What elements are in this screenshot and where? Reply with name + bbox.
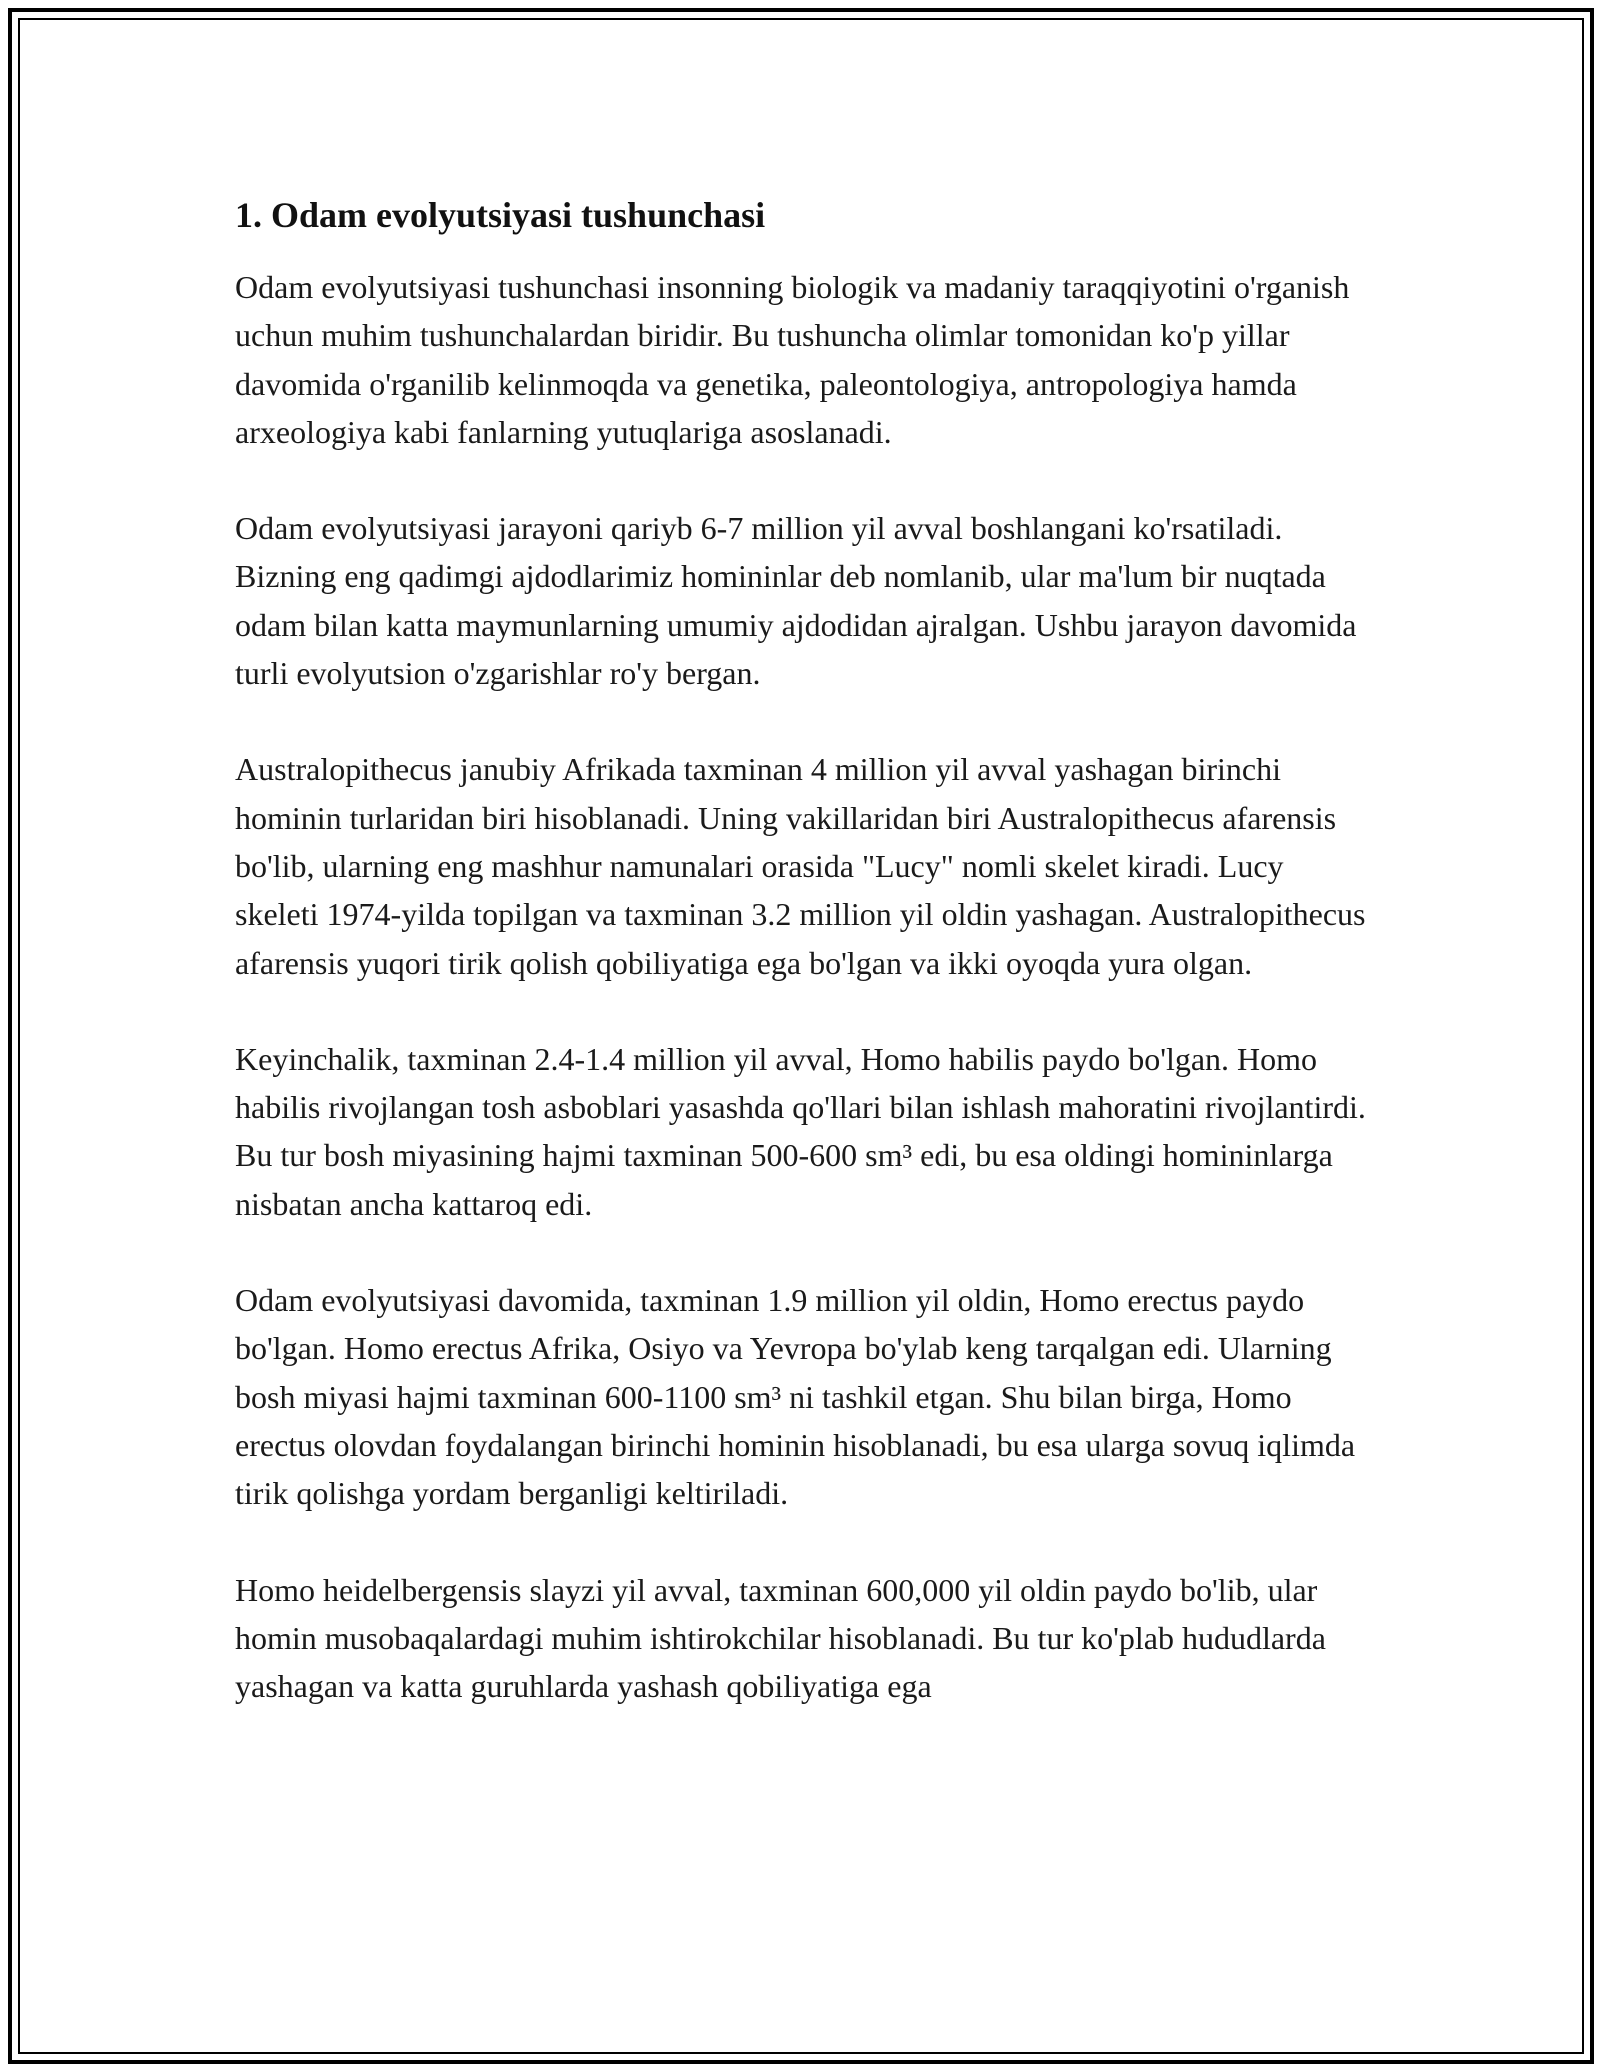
paragraph-australopithecus: Australopithecus janubiy Afrikada taxminan 4 million yil avval yashagan birinchi hominin turlaridan biri hisoblanadi. Uning vakillaridan biri Australopithecus afarensis bo'lib, ularning eng mashhur namunalari orasida "Lucy" nomli skelet kiradi. Lucy skeleti 1974-yilda topilgan va taxminan 3.2 million yil oldin yashagan. Australopithecus afarensis yuqori tirik qolish qobiliyatiga ega bo'lgan va ikki oyoqda yura olgan.	[235, 751, 1366, 981]
document-body	[235, 187, 1370, 1758]
paragraph-homo-heidelbergensis: Homo heidelbergensis slayzi yil avval, taxminan 600,000 yil oldin paydo bo'lib, ular homin musobaqalardagi muhim ishtirokchilar hisoblanadi. Bu tur ko'plab hududlarda yashagan va katta guruhlarda yashash qobiliyatiga ega	[235, 1571, 1326, 1705]
paragraph-homo-habilis: Keyinchalik, taxminan 2.4-1.4 million yil avval, Homo habilis paydo bo'lgan. Homo habilis rivojlangan tosh asboblari yasashda qo'llari bilan ishlash mahoratini rivojlantirdi. Bu tur bosh miyasining hajmi taxminan 500-600 sm³ edi, bu esa oldingi homininlarga nisbatan ancha kattaroq edi.	[235, 1040, 1366, 1222]
paragraph-intro: Odam evolyutsiyasi tushunchasi insonning biologik va madaniy taraqqiyotini o'rganish uchun muhim tushunchalardan biridir. Bu tushuncha olimlar tomonidan ko'p yillar davomida o'rganilib kelinmoqda va genetika, paleontologiya, antropologiya hamda arxeologiya kabi fanlarning yutuqlariga asoslanadi.	[235, 269, 1350, 450]
paragraph-homo-erectus: Odam evolyutsiyasi davomida, taxminan 1.9 million yil oldin, Homo erectus paydo bo'lgan. Homo erectus Afrika, Osiyo va Yevropa bo'ylab keng tarqalgan edi. Ularning bosh miyasi hajmi taxminan 600-1100 sm³ ni tashkil etgan. Shu bilan birga, Homo erectus olovdan foydalangan birinchi hominin hisoblanadi, bu esa ularga sovuq iqlimda tirik qolishga yordam berganligi keltiriladi.	[235, 1282, 1356, 1512]
section-heading: 1. Odam evolyutsiyasi tushunchasi	[235, 195, 766, 235]
paragraph-origins: Odam evolyutsiyasi jarayoni qariyb 6-7 million yil avval boshlangani ko'rsatiladi. Bizning eng qadimgi ajdodlarimiz homininlar deb nomlanib, ular ma'lum bir nuqtada odam bilan katta maymunlarning umumiy ajdodidan ajralgan. Ushbu jarayon davomida turli evolyutsion o'zgarishlar ro'y bergan.	[235, 510, 1357, 692]
